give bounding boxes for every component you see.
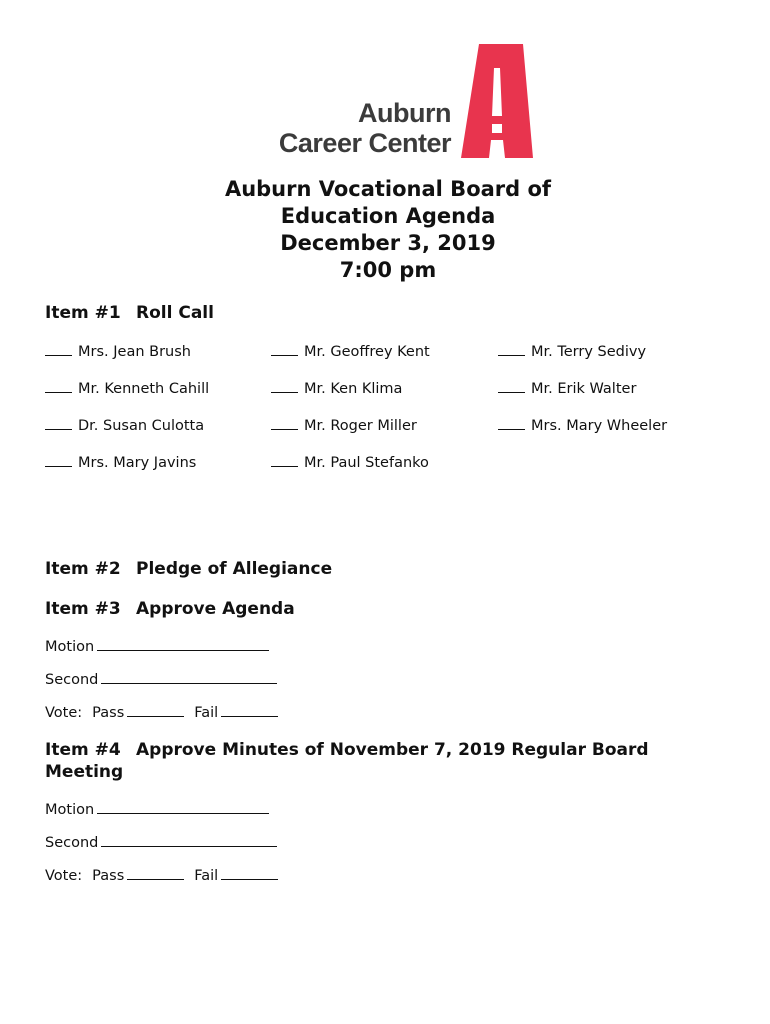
- member-name: Mr. Paul Stefanko: [304, 455, 429, 471]
- fail-label: Fail: [194, 868, 219, 884]
- roll-call-column-3: [498, 342, 758, 453]
- member-name: Mr. Terry Sedivy: [531, 344, 647, 360]
- document-title: [0, 176, 770, 284]
- roll-call-column-2: [271, 342, 486, 490]
- vote-label: Vote:: [45, 705, 83, 721]
- motion-line: [45, 800, 269, 819]
- check-blank[interactable]: [271, 342, 298, 356]
- title-line-2: Education Agenda: [280, 204, 496, 228]
- member-name: Mr. Ken Klima: [304, 381, 403, 397]
- roll-call-entry: [45, 416, 260, 435]
- check-blank[interactable]: [45, 379, 72, 393]
- fail-blank[interactable]: [221, 866, 278, 880]
- item-number: Item #2: [45, 559, 121, 579]
- item-2-heading: [45, 558, 332, 580]
- second-line: [45, 833, 277, 852]
- check-blank[interactable]: [45, 342, 72, 356]
- member-name: Dr. Susan Culotta: [78, 418, 205, 434]
- roll-call-column-1: [45, 342, 260, 490]
- check-blank[interactable]: [271, 416, 298, 430]
- pass-label: Pass: [92, 868, 125, 884]
- check-blank[interactable]: [45, 416, 72, 430]
- vote-label: Vote:: [45, 868, 83, 884]
- title-line-3: December 3, 2019: [280, 231, 496, 255]
- roll-call-entry: [498, 379, 758, 398]
- roll-call-entry: [271, 453, 486, 472]
- member-name: Mrs. Mary Wheeler: [531, 418, 668, 434]
- roll-call-entry: [271, 416, 486, 435]
- pass-blank[interactable]: [127, 866, 184, 880]
- motion-label: Motion: [45, 639, 95, 655]
- item-1-heading: [45, 302, 214, 324]
- check-blank[interactable]: [498, 416, 525, 430]
- check-blank[interactable]: [498, 342, 525, 356]
- second-blank[interactable]: [101, 670, 277, 684]
- check-blank[interactable]: [45, 453, 72, 467]
- member-name: Mr. Erik Walter: [531, 381, 637, 397]
- item-number: Item #3: [45, 599, 121, 619]
- logo-line-1: Auburn: [358, 98, 451, 128]
- title-line-4: 7:00 pm: [339, 258, 437, 282]
- motion-blank[interactable]: [97, 800, 269, 814]
- item-title-continued: Meeting: [45, 762, 124, 782]
- pass-blank[interactable]: [127, 703, 184, 717]
- check-blank[interactable]: [271, 379, 298, 393]
- vote-line: [45, 866, 278, 885]
- item-number: Item #4: [45, 740, 121, 760]
- motion-line: [45, 637, 269, 656]
- logo-line-2: Career Center: [278, 128, 451, 158]
- item-4-heading: [45, 739, 649, 783]
- fail-label: Fail: [194, 705, 219, 721]
- second-label: Second: [45, 835, 99, 851]
- roll-call-entry: [498, 342, 758, 361]
- roll-call-entry: [45, 453, 260, 472]
- roll-call-entry: [271, 379, 486, 398]
- check-blank[interactable]: [498, 379, 525, 393]
- motion-label: Motion: [45, 802, 95, 818]
- item-number: Item #1: [45, 303, 121, 323]
- item-title: Approve Minutes of November 7, 2019 Regular Board: [136, 740, 649, 760]
- second-blank[interactable]: [101, 833, 277, 847]
- member-name: Mr. Kenneth Cahill: [78, 381, 210, 397]
- item-title: Roll Call: [136, 303, 214, 323]
- member-name: Mr. Roger Miller: [304, 418, 417, 434]
- fail-blank[interactable]: [221, 703, 278, 717]
- roll-call-entry: [45, 379, 260, 398]
- title-line-1: Auburn Vocational Board of: [224, 177, 552, 201]
- roll-call-entry: [45, 342, 260, 361]
- check-blank[interactable]: [271, 453, 298, 467]
- logo-wordmark: [237, 98, 451, 158]
- member-name: Mr. Geoffrey Kent: [304, 344, 430, 360]
- pass-label: Pass: [92, 705, 125, 721]
- item-title: Approve Agenda: [136, 599, 295, 619]
- roll-call-entry: [271, 342, 486, 361]
- auburn-career-center-logo: [237, 44, 533, 160]
- roll-call-entry: [498, 416, 758, 435]
- member-name: Mrs. Mary Javins: [78, 455, 197, 471]
- vote-line: [45, 703, 278, 722]
- second-line: [45, 670, 277, 689]
- letter-a-logo-icon: [461, 44, 533, 158]
- member-name: Mrs. Jean Brush: [78, 344, 191, 360]
- item-3-heading: [45, 598, 295, 620]
- motion-blank[interactable]: [97, 637, 269, 651]
- second-label: Second: [45, 672, 99, 688]
- item-title: Pledge of Allegiance: [136, 559, 333, 579]
